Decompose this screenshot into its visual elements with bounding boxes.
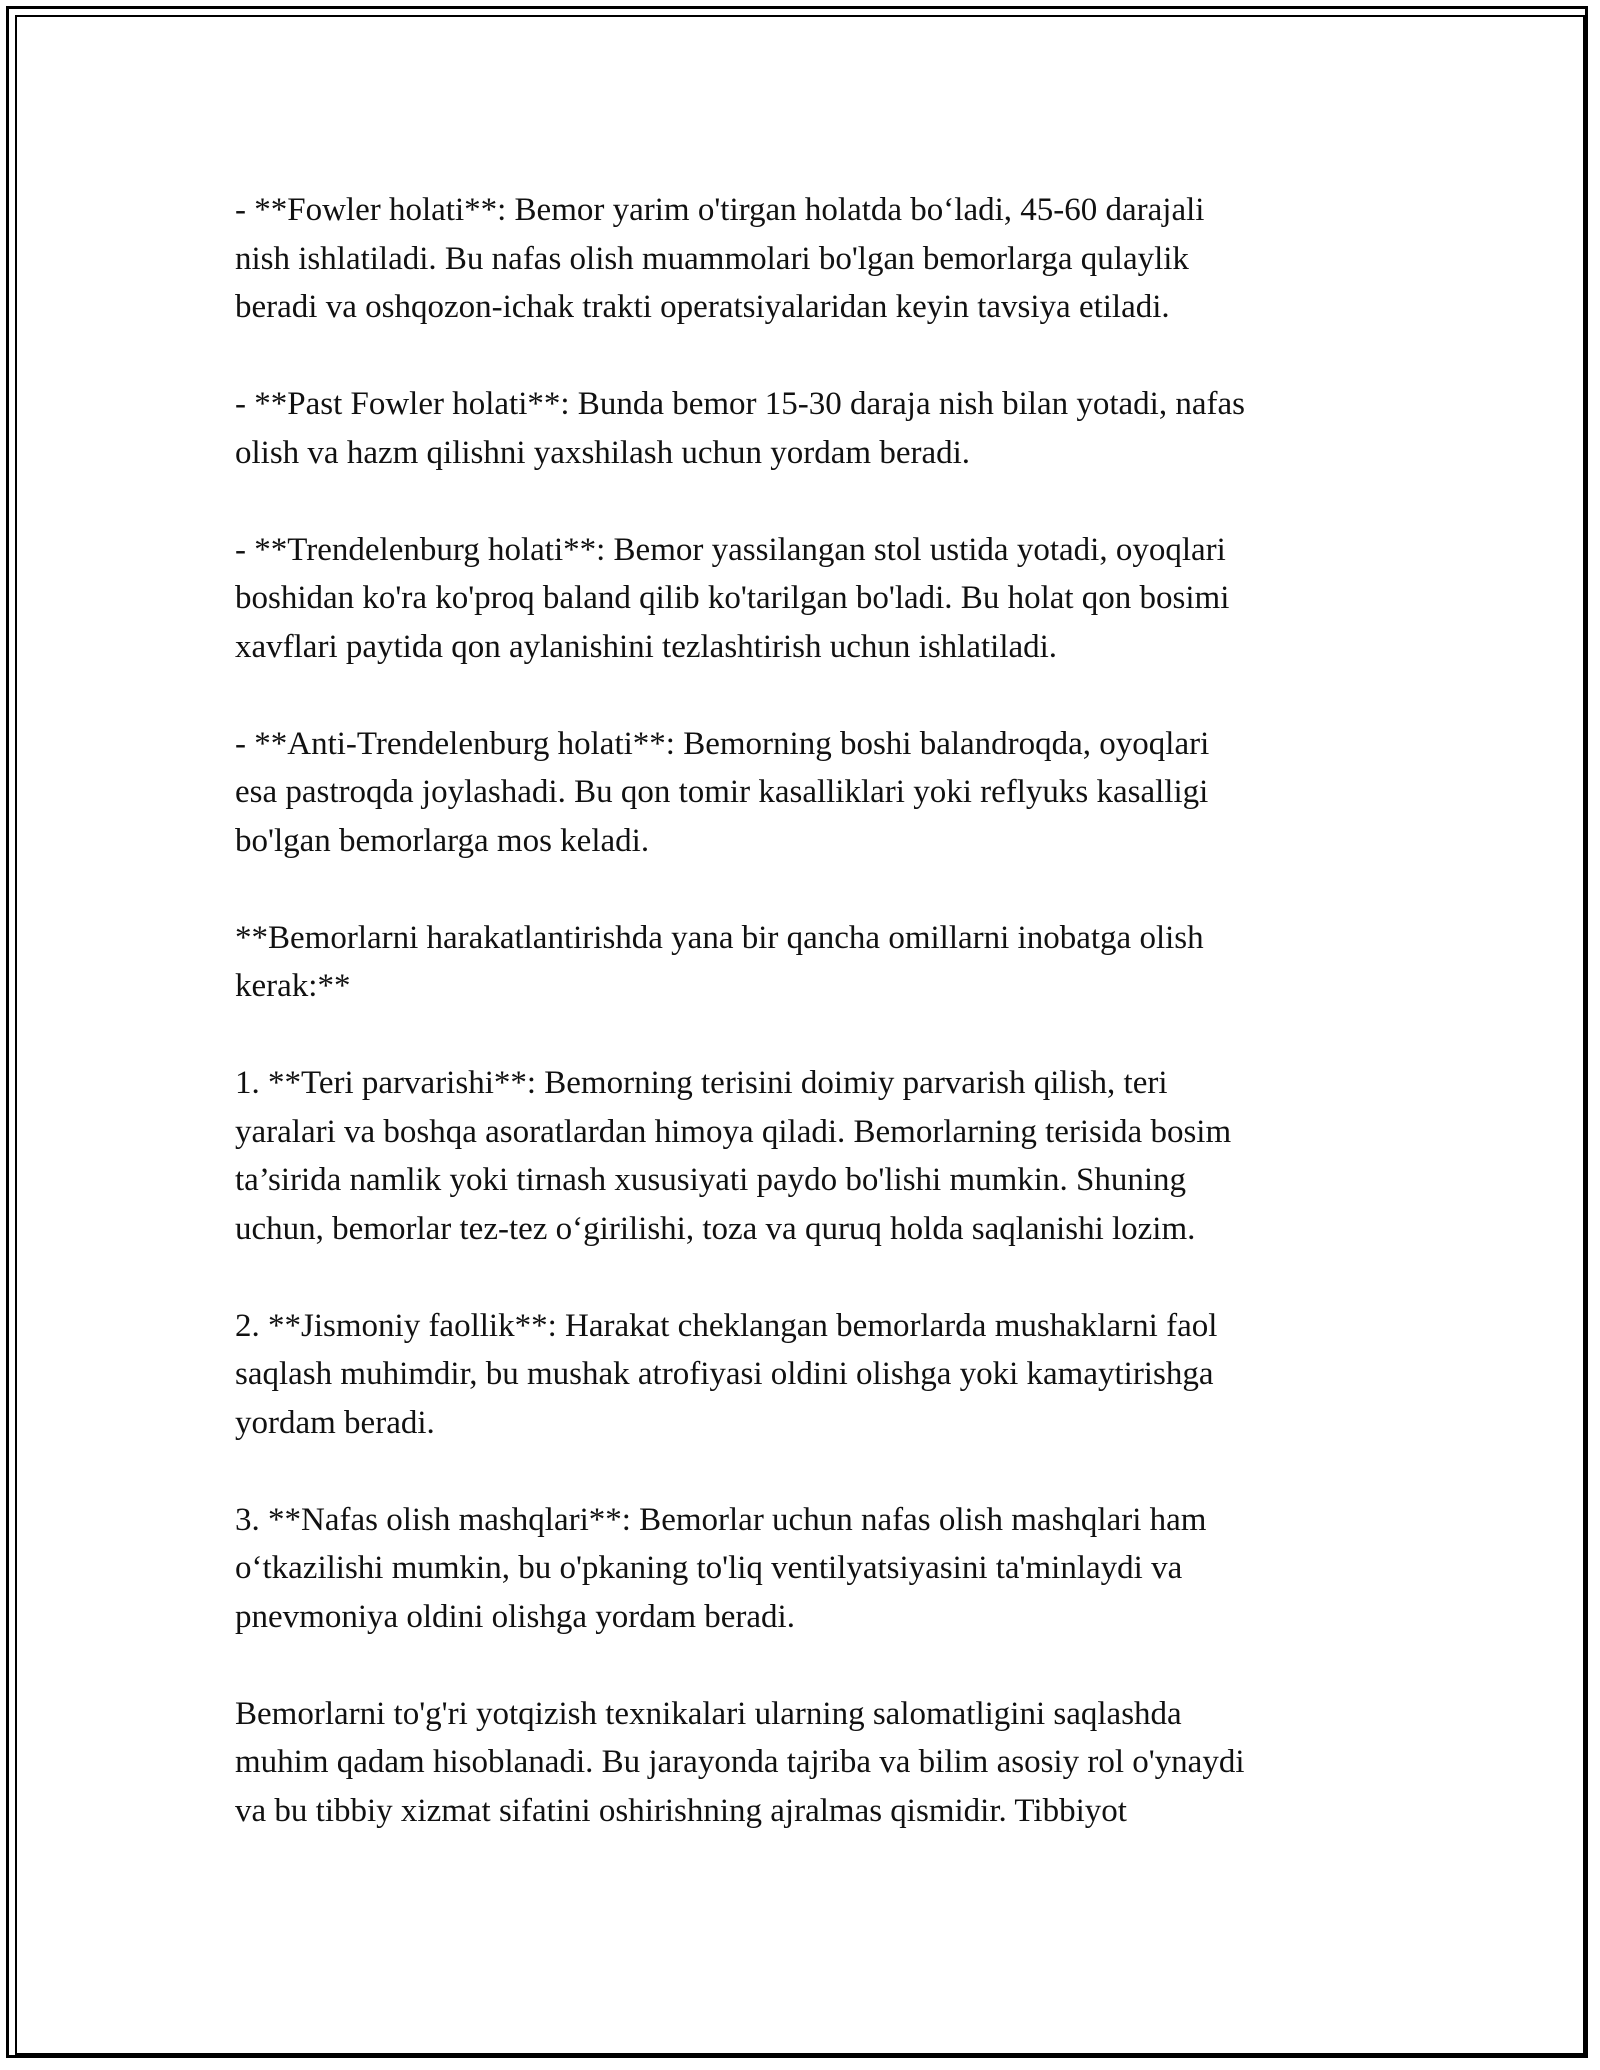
text-line: pnevmoniya oldini olishga yordam beradi. [235, 1598, 795, 1635]
text-line: o‘tkazilishi mumkin, bu o'pkaning to'liq ventilyatsiyasini ta'minlaydi va [235, 1550, 1183, 1586]
paragraph-physical-activity [235, 1302, 1370, 1448]
text-line: saqlash muhimdir, bu mushak atrofiyasi oldini olishga yoki kamaytirishga [235, 1356, 1214, 1392]
text-line: esa pastroqda joylashadi. Bu qon tomir kasalliklari yoki reflyuks kasalligi [235, 774, 1209, 810]
text-line: - **Trendelenburg holati**: Bemor yassilangan stol ustida yotadi, oyoqlari [235, 531, 1226, 568]
text-line: 3. **Nafas olish mashqlari**: Bemorlar uchun nafas olish mashqlari ham [235, 1501, 1207, 1538]
text-line: ta’sirida namlik yoki tirnash xususiyati paydo bo'lishi mumkin. Shuning [235, 1162, 1186, 1198]
text-line: 2. **Jismoniy faollik**: Harakat cheklangan bemorlarda mushaklarni faol [235, 1307, 1218, 1344]
paragraph-breathing-exercises [235, 1496, 1370, 1642]
text-line: kerak:** [235, 968, 351, 1004]
paragraph-trendelenburg [235, 526, 1370, 672]
paragraph-fowler [235, 186, 1370, 332]
text-line: yordam beradi. [235, 1404, 435, 1441]
text-line: nish ishlatiladi. Bu nafas olish muammolari bo'lgan bemorlarga qulaylik [235, 240, 1189, 277]
paragraph-skin-care [235, 1059, 1370, 1253]
text-line: olish va hazm qilishni yaxshilash uchun yordam beradi. [235, 434, 971, 471]
paragraph-factors-heading [235, 914, 1370, 1011]
text-line: - **Past Fowler holati**: Bunda bemor 15-30 daraja nish bilan yotadi, nafas [235, 386, 1245, 422]
text-line: xavflari paytida qon aylanishini tezlashtirish uchun ishlatiladi. [235, 628, 1058, 665]
paragraph-conclusion [235, 1690, 1370, 1836]
text-line: 1. **Teri parvarishi**: Bemorning terisini doimiy parvarish qilish, teri [235, 1065, 1168, 1101]
paragraph-past-fowler [235, 380, 1370, 477]
text-line: uchun, bemorlar tez-tez o‘girilishi, toza va quruq holda saqlanishi lozim. [235, 1210, 1196, 1247]
paragraph-anti-trendelenburg [235, 720, 1370, 866]
text-line: yaralari va boshqa asoratlardan himoya qiladi. Bemorlarning terisida bosim [235, 1113, 1232, 1150]
text-line: bo'lgan bemorlarga mos keladi. [235, 822, 650, 859]
text-line: - **Fowler holati**: Bemor yarim o'tirgan holatda bo‘ladi, 45-60 darajali [235, 192, 1205, 228]
document-body [235, 186, 1370, 1884]
text-line: boshidan ko'ra ko'proq baland qilib ko'tarilgan bo'ladi. Bu holat qon bosimi [235, 580, 1230, 616]
text-line: muhim qadam hisoblanadi. Bu jarayonda tajriba va bilim asosiy rol o'ynaydi [235, 1744, 1245, 1780]
text-line: va bu tibbiy xizmat sifatini oshirishning ajralmas qismidir. Tibbiyot [235, 1792, 1127, 1829]
text-line: - **Anti-Trendelenburg holati**: Bemorning boshi balandroqda, oyoqlari [235, 725, 1210, 762]
text-line: beradi va oshqozon-ichak trakti operatsiyalaridan keyin tavsiya etiladi. [235, 289, 1170, 325]
text-line: **Bemorlarni harakatlantirishda yana bir qancha omillarni inobatga olish [235, 919, 1204, 956]
text-line: Bemorlarni to'g'ri yotqizish texnikalari ularning salomatligini saqlashda [235, 1695, 1182, 1732]
